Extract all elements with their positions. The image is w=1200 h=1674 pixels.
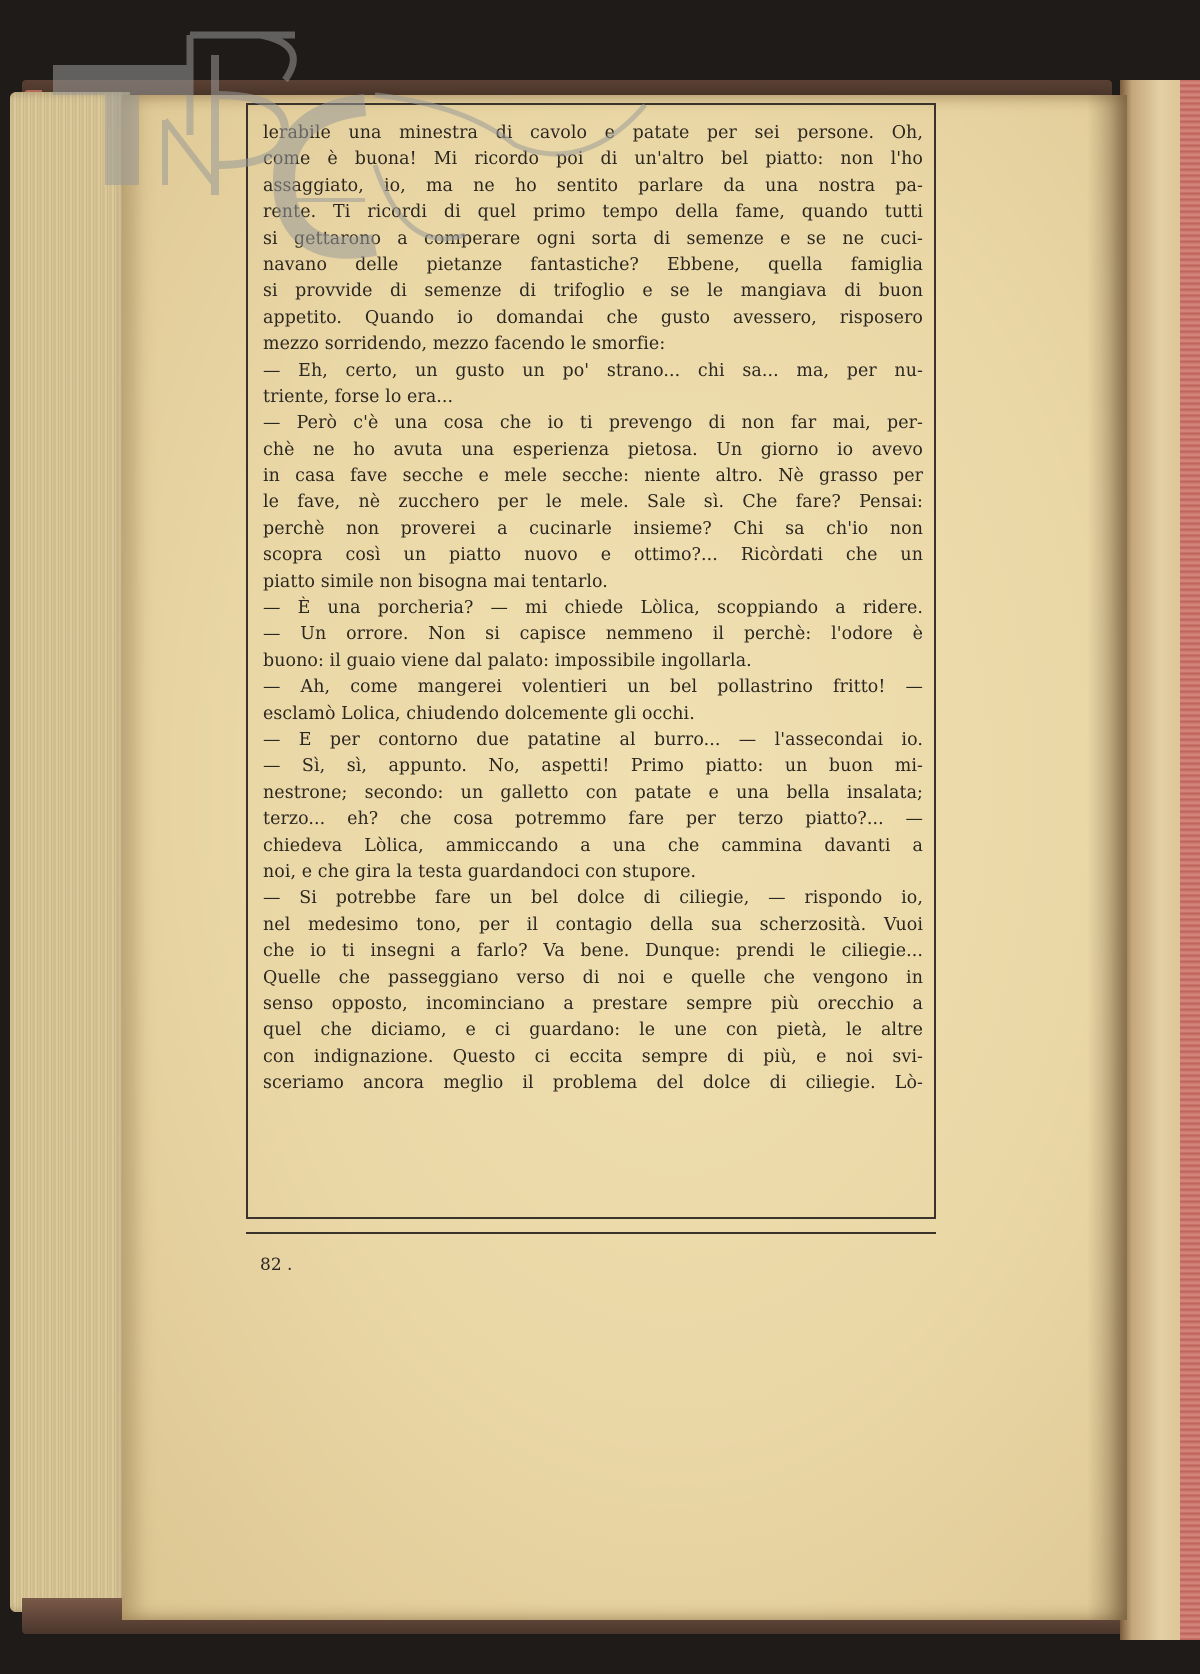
text-line: — Però c'è una cosa che io ti prevengo di non far mai, per- [263, 413, 923, 434]
text-line: chiedeva Lòlica, ammiccando a una che cammina davanti a [263, 835, 923, 856]
text-line: Quelle che passeggiano verso di noi e quelle che vengono in [263, 967, 923, 988]
page-text [263, 120, 923, 1096]
text-line: — Si potrebbe fare un bel dolce di ciliegie, — rispondo io, [263, 888, 923, 909]
text-line: quel che diciamo, e ci guardano: le une con pietà, le altre [263, 1020, 923, 1041]
text-line: lerabile una minestra di cavolo e patate per sei persone. Oh, [263, 123, 923, 143]
text-line: scopra così un piatto nuovo e ottimo?... Ricòrdati che un [263, 545, 923, 566]
text-line: che io ti insegni a farlo? Va bene. Dunque: prendi le ciliegie... [263, 941, 923, 962]
text-line: — Sì, sì, appunto. No, aspetti! Primo piatto: un buon mi- [263, 756, 923, 777]
text-line: sceriamo ancora meglio il problema del dolce di ciliegie. Lò- [263, 1073, 923, 1094]
text-line: buono: il guaio viene dal palato: impossibile ingollarla. [263, 650, 752, 671]
text-line: — E per contorno due patatine al burro... — l'assecondai io. [263, 729, 923, 750]
text-line: senso opposto, incominciano a prestare sempre più orecchio a [263, 993, 923, 1014]
text-line: piatto simile non bisogna mai tentarlo. [263, 571, 608, 592]
gutter-shadow [1087, 95, 1127, 1620]
text-line: noi, e che gira la testa guardandoci con stupore. [263, 861, 697, 882]
text-line: triente, forse lo era... [263, 386, 454, 407]
text-line: rente. Ti ricordi di quel primo tempo della fame, quando tutti [263, 202, 923, 223]
text-line: perchè non proverei a cucinarle insieme? Chi sa ch'io non [263, 518, 923, 539]
facing-page-edge [1180, 80, 1200, 1640]
text-line: come è buona! Mi ricordo poi di un'altro bel piatto: non l'ho [263, 149, 923, 170]
text-line: appetito. Quando io domandai che gusto avessero, risposero [263, 307, 923, 328]
text-line: chè ne ho avuta una esperienza pietosa. Un giorno io avevo [263, 439, 923, 460]
text-line: — Un orrore. Non si capisce nemmeno il perchè: l'odore è [263, 624, 923, 645]
text-line: con indignazione. Questo ci eccita sempre di più, e noi svi- [263, 1046, 923, 1067]
text-line: mezzo sorridendo, mezzo facendo le smorfie: [263, 334, 666, 355]
text-line: nel medesimo tono, per il contagio della sua scherzosità. Vuoi [263, 914, 923, 935]
text-line: nestrone; secondo: un galletto con patate e una bella insalata; [263, 782, 923, 803]
text-line: — Ah, come mangerei volentieri un bel pollastrino fritto! — [263, 677, 923, 698]
text-line: assaggiato, io, ma ne ho sentito parlare da una nostra pa- [263, 175, 923, 196]
page-number: 82 . [260, 1255, 293, 1275]
text-line: — Eh, certo, un gusto un po' strano... chi sa... ma, per nu- [263, 360, 923, 381]
text-line: navano delle pietanze fantastiche? Ebbene, quella famiglia [263, 254, 923, 275]
text-line: in casa fave secche e mele secche: niente altro. Nè grasso per [263, 466, 923, 487]
text-line: le fave, nè zucchero per le mele. Sale sì. Che fare? Pensai: [263, 492, 923, 513]
frame-bottom-rule [246, 1232, 936, 1234]
text-line: esclamò Lolica, chiudendo dolcemente gli occhi. [263, 703, 695, 724]
text-line: si gettarono a comperare ogni sorta di semenze e se ne cuci- [263, 228, 923, 249]
text-line: terzo... eh? che cosa potremmo fare per terzo piatto?... — [263, 809, 923, 830]
page-block-edges [10, 92, 130, 1612]
text-line: si provvide di semenze di trifoglio e se le mangiava di buon [263, 281, 923, 302]
text-line: — È una porcheria? — mi chiede Lòlica, scoppiando a ridere. [263, 598, 923, 619]
